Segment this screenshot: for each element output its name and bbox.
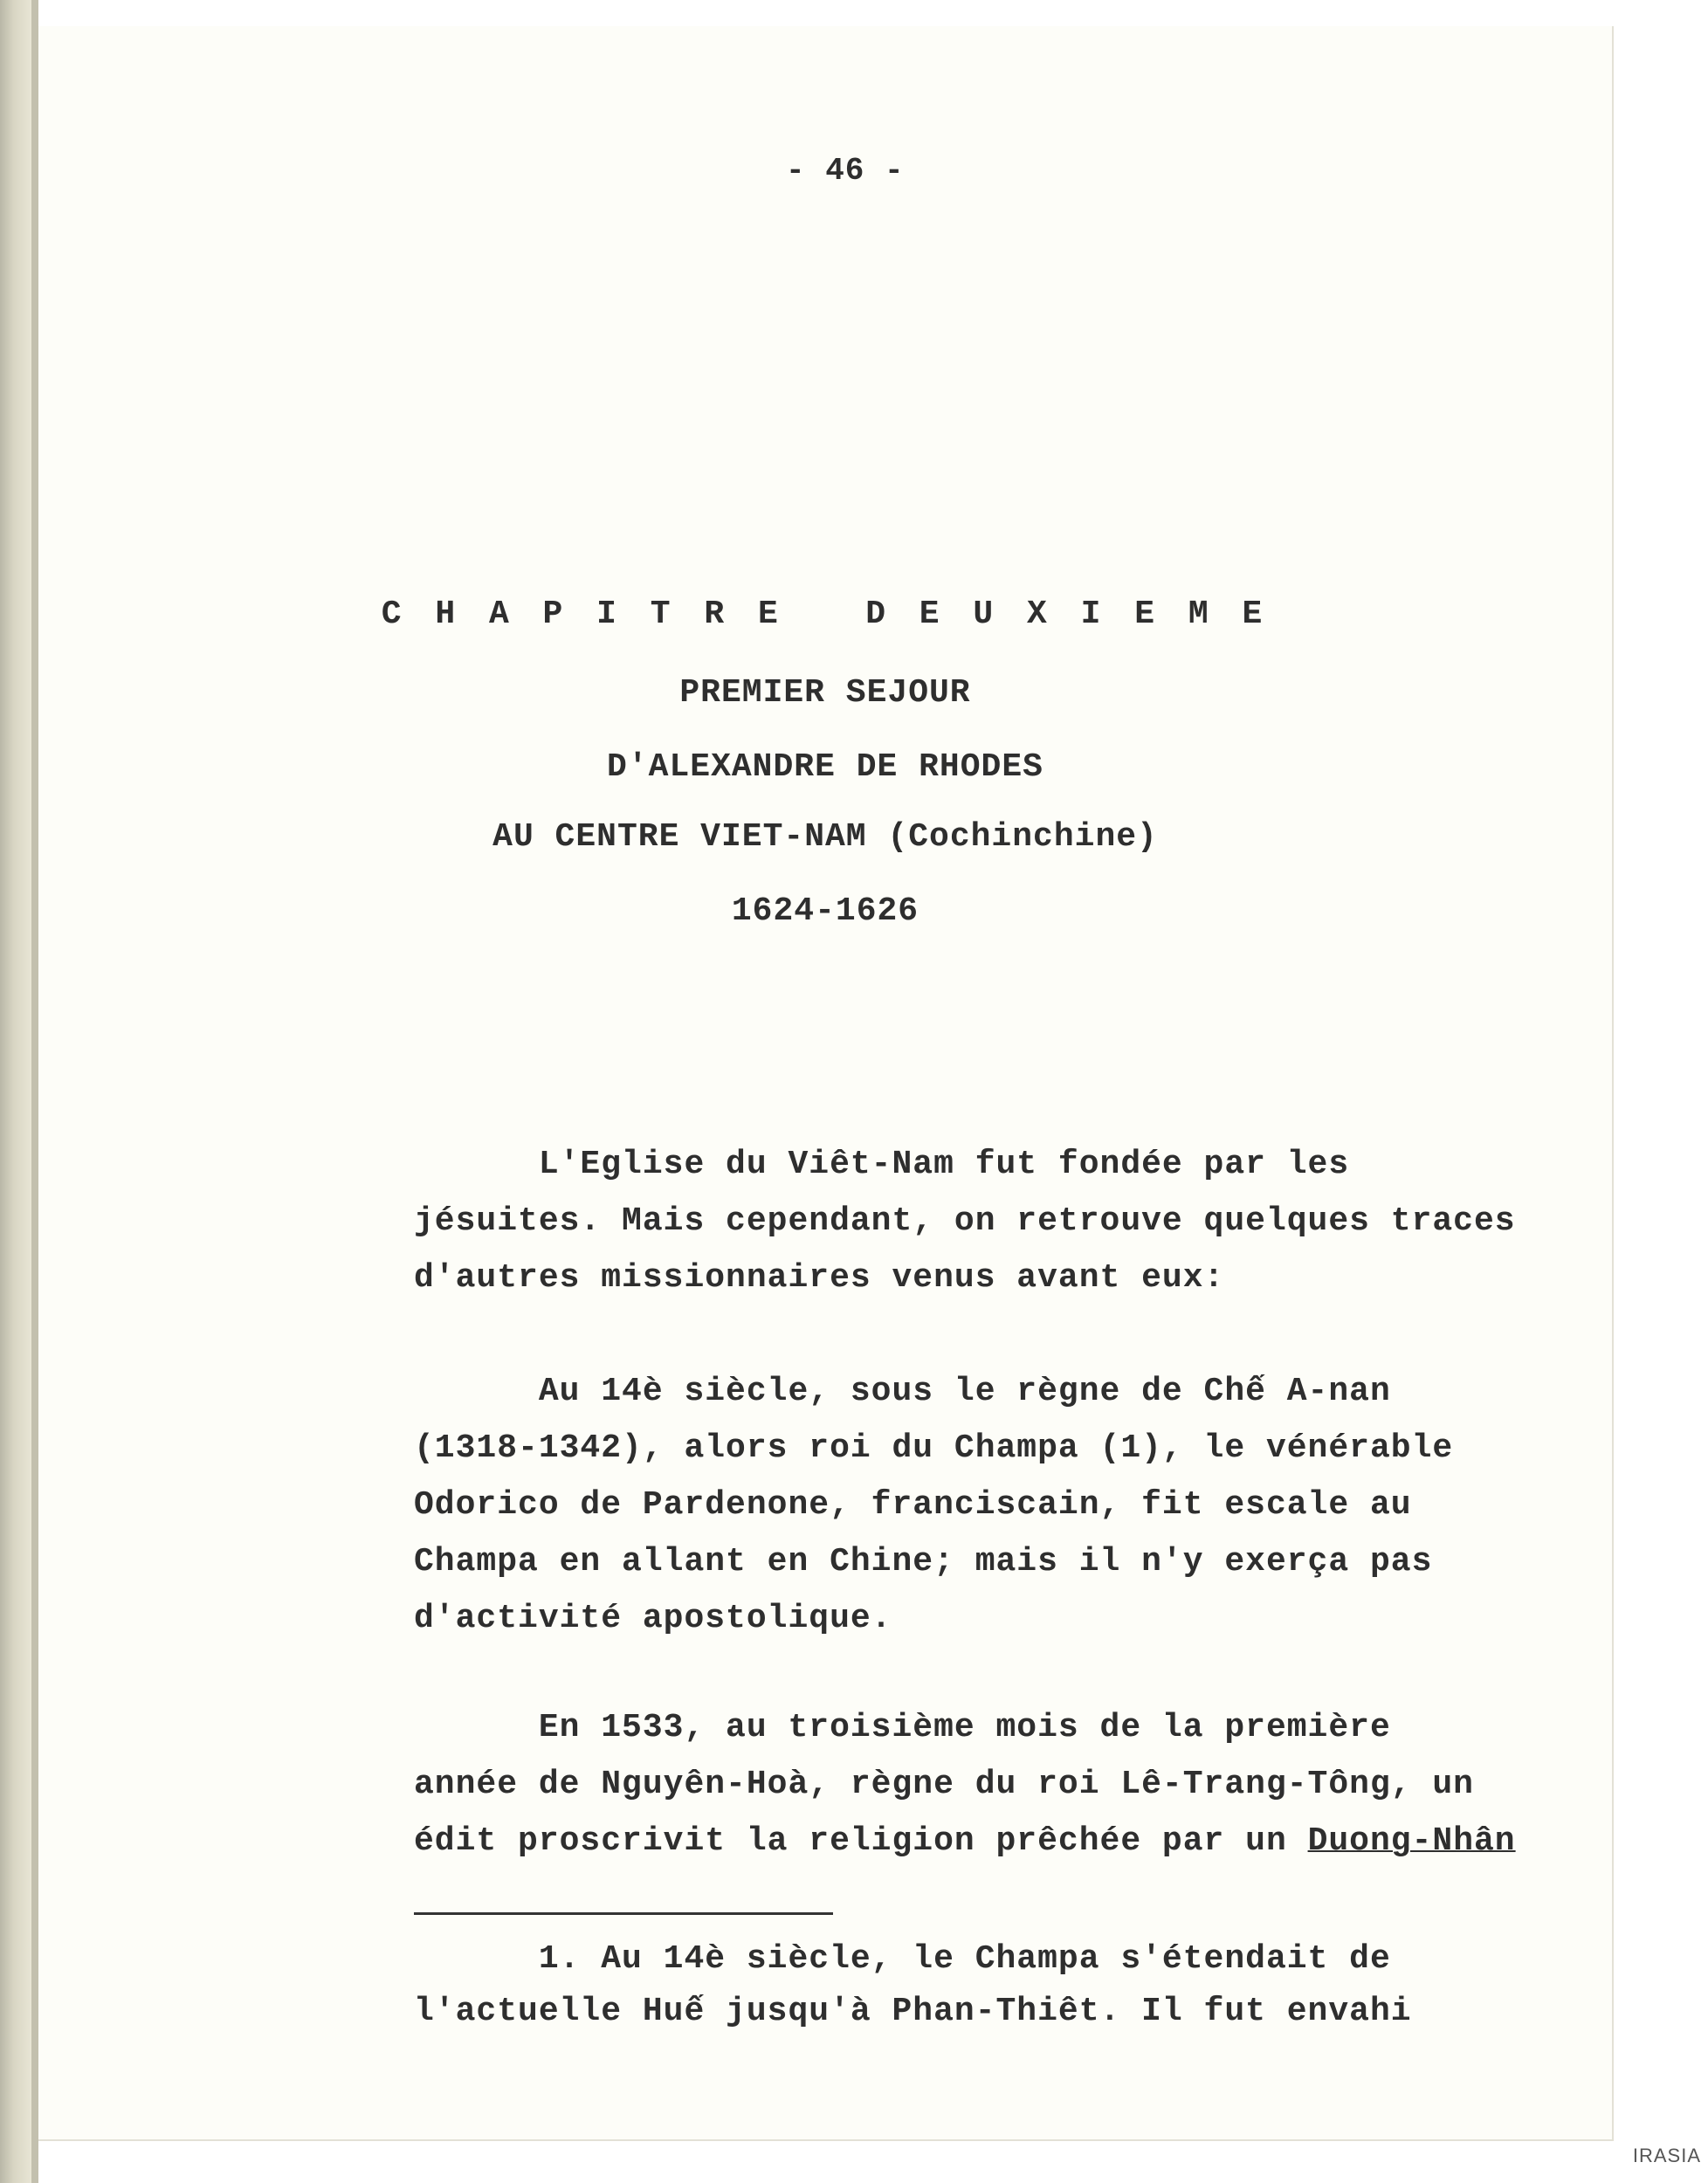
paragraph-3-line-3 <box>414 1821 1516 1863</box>
chapter-years: 1624-1626 <box>731 892 919 930</box>
page-number: - 46 - <box>786 153 905 189</box>
page-sheet <box>38 26 1614 2141</box>
credit-label: IRASIA <box>1632 2145 1701 2166</box>
paragraph-2-line-2: (1318-1342), alors roi du Champa (1), le vénérable <box>414 1429 1454 1467</box>
paragraph-1-line-3: d'autres missionnaires venus avant eux: <box>414 1259 1225 1297</box>
paragraph-3-line-3-text: édit proscrivit la religion prêchée par un <box>414 1822 1308 1860</box>
underlined-term: Duong-Nhân <box>1307 1822 1516 1860</box>
chapter-subtitle-1: PREMIER SEJOUR <box>679 674 971 712</box>
paragraph-1-line-1: L'Eglise du Viêt-Nam fut fondée par les <box>414 1146 1350 1183</box>
footnote-separator <box>414 1912 833 1915</box>
chapter-subtitle-2: D'ALEXANDRE DE RHODES <box>607 748 1043 786</box>
paragraph-2-line-5: d'activité apostolique. <box>414 1600 892 1637</box>
binding-edge <box>31 0 38 2183</box>
paragraph-2-line-1: Au 14è siècle, sous le règne de Chế A-nan <box>414 1373 1391 1410</box>
book-binding <box>0 0 35 2183</box>
chapter-subtitle-3: AU CENTRE VIET-NAM (Cochinchine) <box>492 818 1158 856</box>
chapter-title: C H A P I T R E D E U X I E M E <box>381 596 1270 633</box>
paragraph-1-line-2: jésuites. Mais cependant, on retrouve quelques traces <box>414 1202 1516 1240</box>
paragraph-3-line-2: année de Nguyên-Hoà, règne du roi Lê-Trang-Tông, un <box>414 1766 1474 1803</box>
paragraph-2-line-3: Odorico de Pardenone, franciscain, fit escale au <box>414 1486 1412 1524</box>
footnote-line-1: 1. Au 14è siècle, le Champa s'étendait de <box>414 1940 1391 1978</box>
footnote-line-2: l'actuelle Huế jusqu'à Phan-Thiêt. Il fut envahi <box>414 1993 1412 2030</box>
paragraph-3-line-1: En 1533, au troisième mois de la première <box>414 1709 1391 1746</box>
paragraph-2-line-4: Champa en allant en Chine; mais il n'y exerça pas <box>414 1543 1433 1580</box>
